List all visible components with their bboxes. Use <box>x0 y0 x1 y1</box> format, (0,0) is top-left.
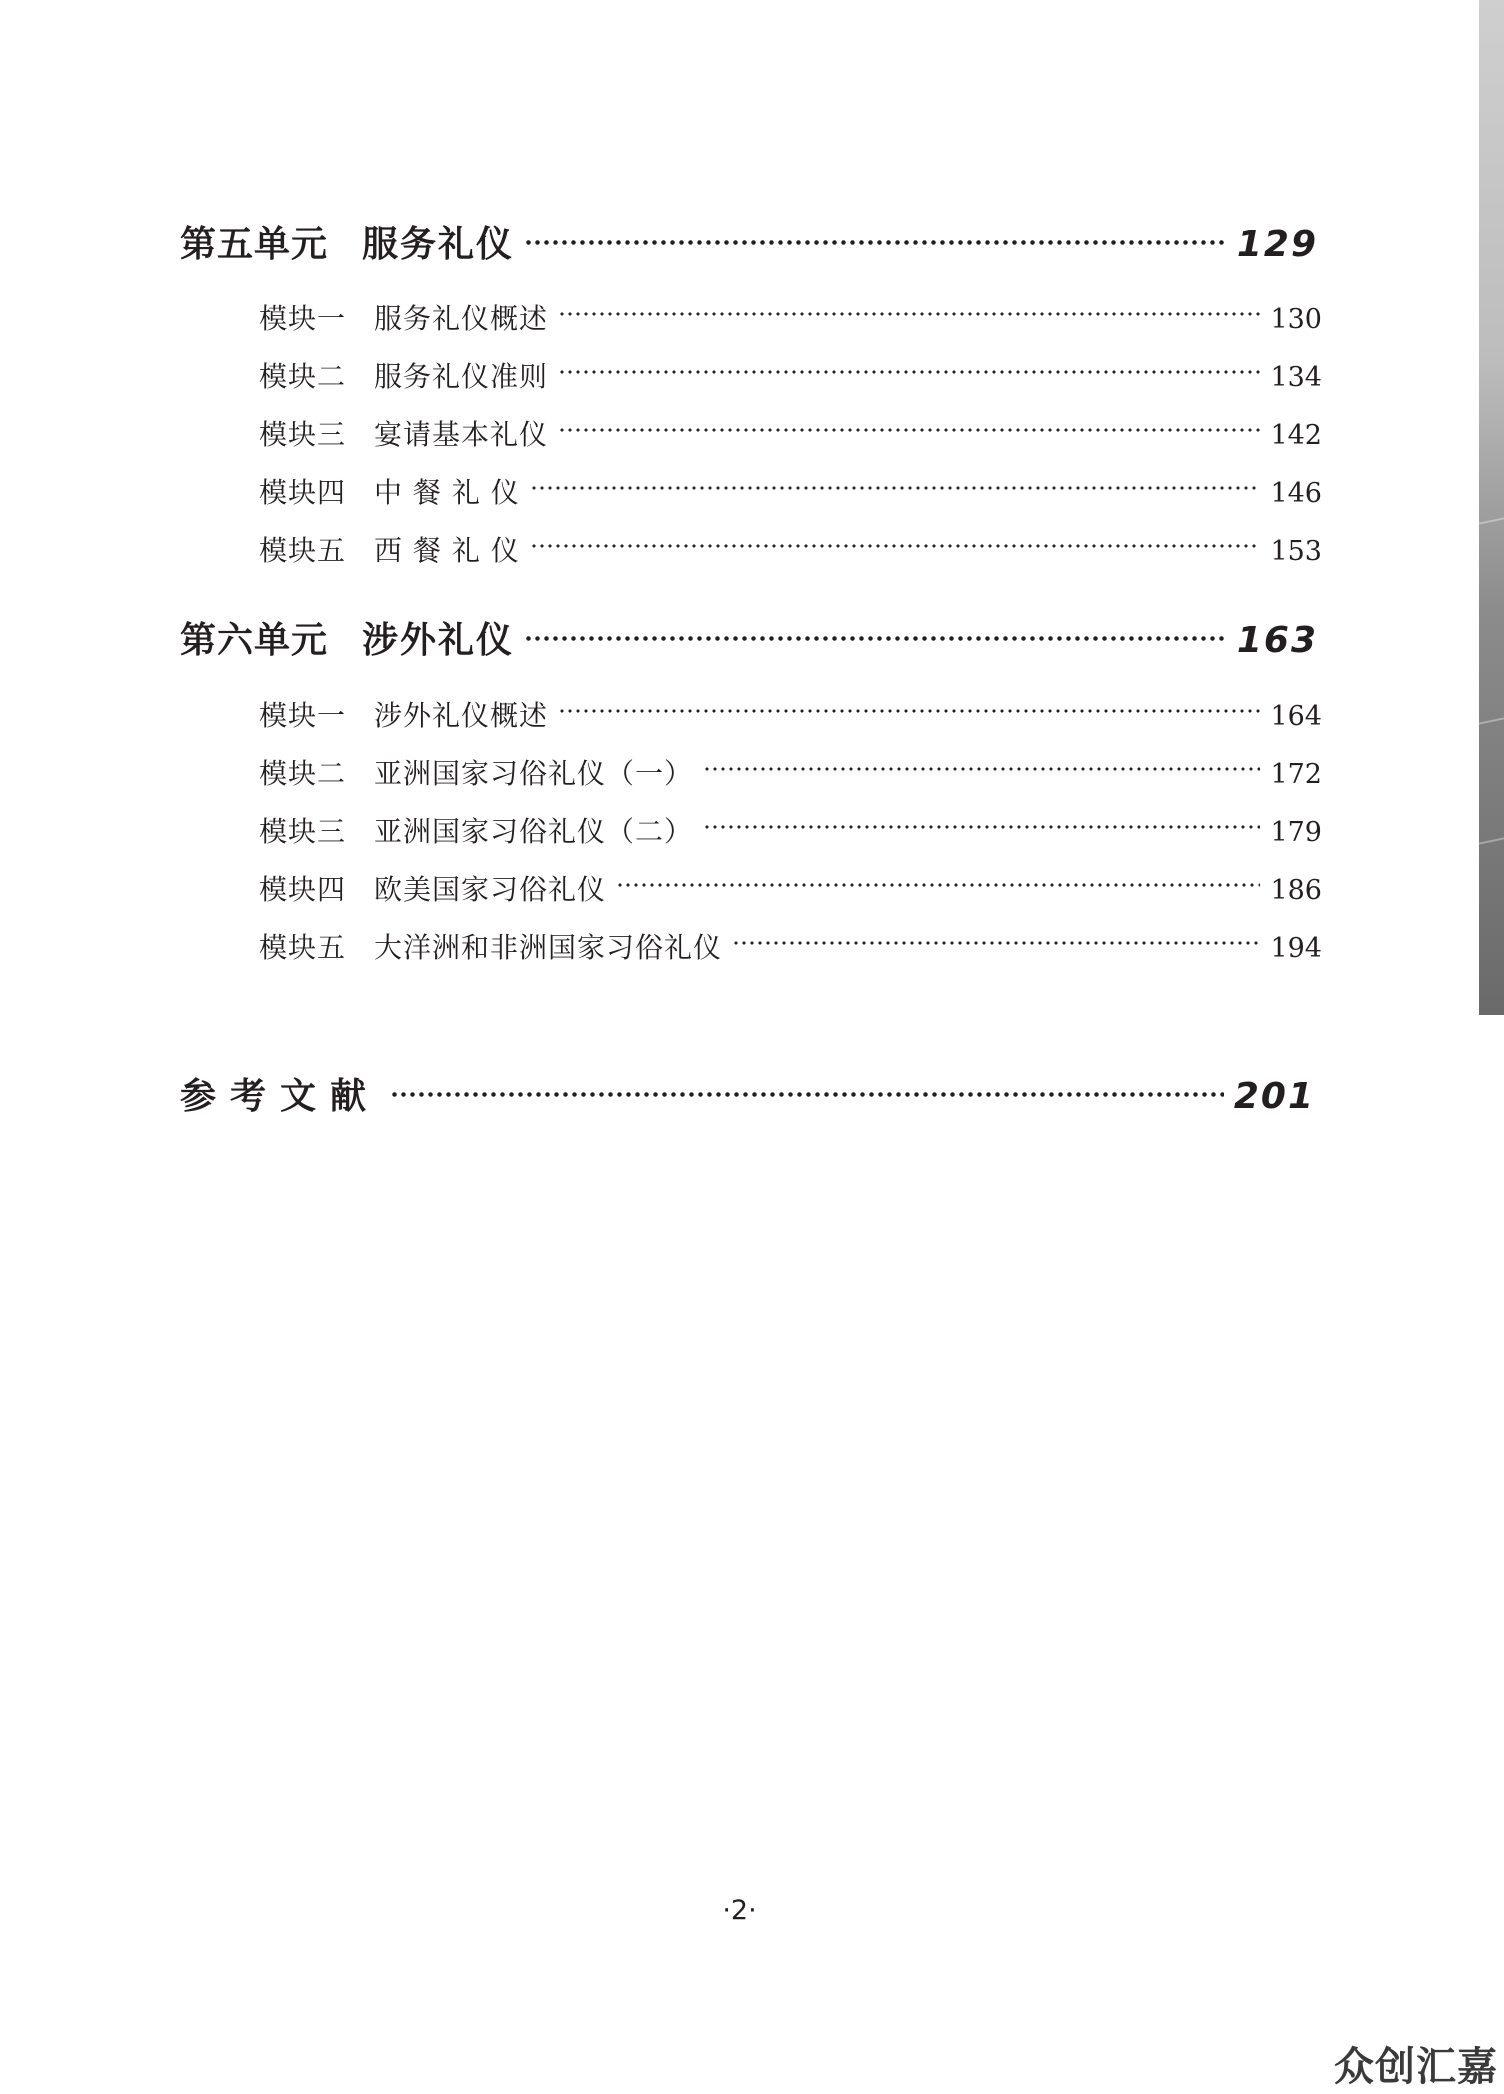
dot-leader <box>524 240 1227 248</box>
unit-page-number: 163 <box>1236 620 1318 661</box>
module-title: 涉外礼仪概述 <box>374 699 549 732</box>
side-tab-stripe <box>1479 517 1504 524</box>
module-number: 模块二 <box>259 360 347 393</box>
page-number-footer: ·2· <box>722 1895 757 1926</box>
module-number: 模块一 <box>259 699 347 732</box>
toc-module-row[interactable] <box>259 471 1322 511</box>
module-page-number: 142 <box>1270 420 1322 451</box>
dot-leader <box>524 636 1227 644</box>
module-page-number: 130 <box>1270 304 1322 335</box>
toc-module-row[interactable] <box>259 297 1322 337</box>
module-title: 中 餐 礼 仪 <box>374 476 520 509</box>
module-page-number: 134 <box>1270 362 1322 393</box>
unit-page-number: 129 <box>1236 224 1318 265</box>
references-page-number: 201 <box>1233 1076 1315 1117</box>
dot-leader <box>558 370 1260 378</box>
module-number: 模块五 <box>259 931 347 964</box>
module-title: 亚洲国家习俗礼仪（二） <box>374 815 694 848</box>
side-tab-decoration <box>1479 0 1504 1015</box>
toc-module-row[interactable] <box>259 810 1322 850</box>
references-title: 参考文献 <box>180 1076 381 1117</box>
toc-unit-row[interactable] <box>180 216 1318 267</box>
module-number: 模块一 <box>259 302 347 335</box>
unit-title: 涉外礼仪 <box>362 620 515 661</box>
dot-leader <box>703 767 1260 775</box>
module-page-number: 153 <box>1270 536 1322 567</box>
dot-leader <box>558 709 1260 717</box>
module-title: 服务礼仪准则 <box>374 360 549 393</box>
module-number: 模块三 <box>259 815 347 848</box>
module-page-number: 172 <box>1270 759 1322 790</box>
watermark-logo: 众创汇嘉 <box>1334 2044 1498 2090</box>
unit-number: 第六单元 <box>180 620 329 661</box>
module-title: 宴请基本礼仪 <box>374 418 549 451</box>
module-title: 亚洲国家习俗礼仪（一） <box>374 757 694 790</box>
dot-leader <box>616 883 1260 891</box>
toc-unit-row[interactable] <box>180 612 1318 663</box>
unit-title: 服务礼仪 <box>362 224 515 265</box>
module-page-number: 146 <box>1270 478 1322 509</box>
module-page-number: 179 <box>1270 817 1322 848</box>
toc-references-row[interactable] <box>180 1068 1315 1119</box>
dot-leader <box>530 544 1261 552</box>
toc-module-row[interactable] <box>259 926 1322 966</box>
module-number: 模块四 <box>259 873 347 906</box>
toc-module-row[interactable] <box>259 413 1322 453</box>
dot-leader <box>703 825 1260 833</box>
module-title: 西 餐 礼 仪 <box>374 534 520 567</box>
toc-module-row[interactable] <box>259 694 1322 734</box>
module-title: 服务礼仪概述 <box>374 302 549 335</box>
module-title: 欧美国家习俗礼仪 <box>374 873 607 906</box>
module-number: 模块四 <box>259 476 347 509</box>
toc-module-row[interactable] <box>259 355 1322 395</box>
side-tab-stripe <box>1479 837 1504 844</box>
dot-leader <box>530 486 1261 494</box>
toc-module-row[interactable] <box>259 529 1322 569</box>
dot-leader <box>558 312 1260 320</box>
module-title: 大洋洲和非洲国家习俗礼仪 <box>374 931 723 964</box>
module-page-number: 164 <box>1270 701 1322 732</box>
module-page-number: 186 <box>1270 875 1322 906</box>
unit-number: 第五单元 <box>180 224 329 265</box>
toc-module-row[interactable] <box>259 752 1322 792</box>
module-number: 模块三 <box>259 418 347 451</box>
side-tab-stripe <box>1479 717 1504 724</box>
module-page-number: 194 <box>1270 933 1322 964</box>
dot-leader <box>732 941 1260 949</box>
module-number: 模块二 <box>259 757 347 790</box>
dot-leader <box>390 1092 1224 1100</box>
dot-leader <box>558 428 1260 436</box>
module-number: 模块五 <box>259 534 347 567</box>
toc-module-row[interactable] <box>259 868 1322 908</box>
